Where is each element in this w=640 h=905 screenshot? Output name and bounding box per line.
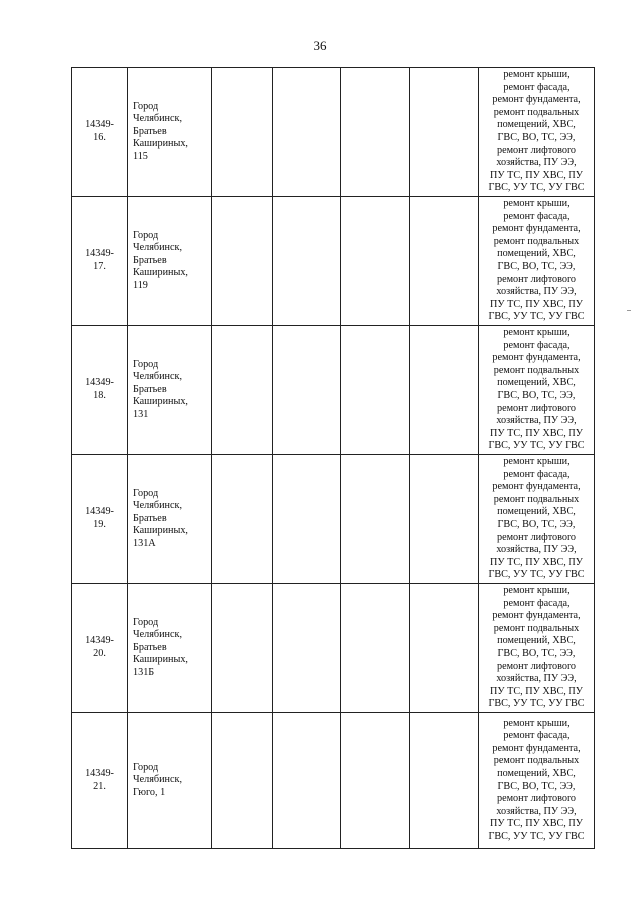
repair-works-cell: ремонт крыши, ремонт фасада, ремонт фундамента, ремонт подвальных помещений, ХВС, ГВС, ВО, ТС, ЭЭ, ремонт лифтового хозяйства, ПУ ЭЭ, ПУ ТС, ПУ ХВС, ПУ ГВС, УУ ТС, УУ ГВС: [479, 197, 595, 326]
empty-cell: [410, 713, 479, 849]
empty-cell: [273, 713, 341, 849]
row-number-cell: 14349- 19.: [72, 455, 128, 584]
repair-works-cell: ремонт крыши, ремонт фасада, ремонт фундамента, ремонт подвальных помещений, ХВС, ГВС, ВО, ТС, ЭЭ, ремонт лифтового хозяйства, ПУ ЭЭ, ПУ ТС, ПУ ХВС, ПУ ГВС, УУ ТС, УУ ГВС: [479, 455, 595, 584]
repair-works-cell: ремонт крыши, ремонт фасада, ремонт фундамента, ремонт подвальных помещений, ХВС, ГВС, ВО, ТС, ЭЭ, ремонт лифтового хозяйства, ПУ ЭЭ, ПУ ТС, ПУ ХВС, ПУ ГВС, УУ ТС, УУ ГВС: [479, 713, 595, 849]
row-number-cell: 14349- 21.: [72, 713, 128, 849]
empty-cell: [341, 455, 410, 584]
empty-cell: [410, 197, 479, 326]
empty-cell: [341, 68, 410, 197]
empty-cell: [410, 326, 479, 455]
address-cell: Город Челябинск, Братьев Кашириных, 131А: [128, 455, 212, 584]
repair-table: [71, 67, 595, 849]
row-number-cell: 14349- 20.: [72, 584, 128, 713]
table-row: [72, 713, 595, 849]
table-row: [72, 584, 595, 713]
row-number-cell: 14349- 18.: [72, 326, 128, 455]
address-cell: Город Челябинск, Братьев Кашириных, 131: [128, 326, 212, 455]
repair-works-cell: ремонт крыши, ремонт фасада, ремонт фундамента, ремонт подвальных помещений, ХВС, ГВС, ВО, ТС, ЭЭ, ремонт лифтового хозяйства, ПУ ЭЭ, ПУ ТС, ПУ ХВС, ПУ ГВС, УУ ТС, УУ ГВС: [479, 326, 595, 455]
empty-cell: [212, 197, 273, 326]
page-number: 36: [313, 38, 327, 53]
empty-cell: [410, 68, 479, 197]
empty-cell: [341, 326, 410, 455]
table-row: [72, 197, 595, 326]
repair-works-cell: ремонт крыши, ремонт фасада, ремонт фундамента, ремонт подвальных помещений, ХВС, ГВС, ВО, ТС, ЭЭ, ремонт лифтового хозяйства, ПУ ЭЭ, ПУ ТС, ПУ ХВС, ПУ ГВС, УУ ТС, УУ ГВС: [479, 584, 595, 713]
empty-cell: [212, 584, 273, 713]
address-cell: Город Челябинск, Братьев Кашириных, 131Б: [128, 584, 212, 713]
empty-cell: [273, 197, 341, 326]
empty-cell: [273, 455, 341, 584]
empty-cell: [273, 68, 341, 197]
address-cell: Город Челябинск, Братьев Кашириных, 115: [128, 68, 212, 197]
table-row: [72, 455, 595, 584]
table-row: [72, 68, 595, 197]
empty-cell: [212, 326, 273, 455]
address-cell: Город Челябинск, Гюго, 1: [128, 713, 212, 849]
empty-cell: [273, 584, 341, 713]
empty-cell: [341, 197, 410, 326]
empty-cell: [212, 68, 273, 197]
empty-cell: [273, 326, 341, 455]
repair-works-cell: ремонт крыши, ремонт фасада, ремонт фундамента, ремонт подвальных помещений, ХВС, ГВС, ВО, ТС, ЭЭ, ремонт лифтового хозяйства, ПУ ЭЭ, ПУ ТС, ПУ ХВС, ПУ ГВС, УУ ТС, УУ ГВС: [479, 68, 595, 197]
row-number-cell: 14349- 16.: [72, 68, 128, 197]
empty-cell: [212, 713, 273, 849]
table-row: [72, 326, 595, 455]
row-number-cell: 14349- 17.: [72, 197, 128, 326]
empty-cell: [341, 584, 410, 713]
empty-cell: [410, 455, 479, 584]
empty-cell: [410, 584, 479, 713]
scan-margin-mark: [627, 310, 631, 311]
empty-cell: [341, 713, 410, 849]
address-cell: Город Челябинск, Братьев Кашириных, 119: [128, 197, 212, 326]
empty-cell: [212, 455, 273, 584]
